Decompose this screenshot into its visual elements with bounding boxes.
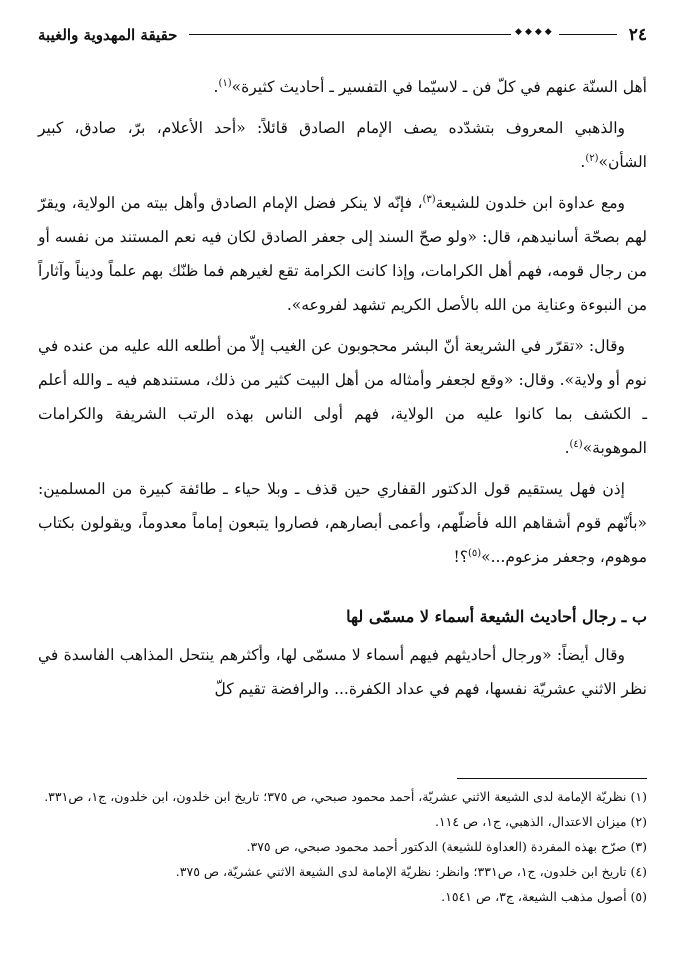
footnote-ref-3: (٣) — [422, 193, 436, 205]
footnote-5: (٥) أصول مذهب الشيعة، ج٣، ص ١٥٤١. — [441, 889, 647, 904]
page-number: ٢٤ — [628, 25, 647, 45]
footnote-ref-4: (٤) — [569, 438, 583, 450]
footnote-separator — [457, 778, 647, 779]
footnote-ref-5: (٥) — [467, 547, 482, 559]
footnote-1: (١) نظريّة الإمامة لدى الشيعة الاثني عشريّة، أحمد محمود صبحي، ص ٣٧٥؛ تاريخ ابن خلدون، ابن خلدون، ج١، ص٣٣١. — [44, 789, 647, 804]
paragraph-1: أهل السنّة عنهم في كلّ فن ـ لاسيّما في التفسير ـ أحاديث كثيرة»$^{(١)}$. — [213, 77, 647, 96]
main-text — [38, 70, 647, 713]
header-rule — [189, 28, 616, 42]
paragraph-6: وقال أيضاً: «ورجال أحاديثهم فيهم أسماء لا مسمّى لها، وأكثرهم ينتحل المذاهب الفاسدة في نظر الاثني عشريّة نفسها، فهم في عداد الكفرة... والرافضة تقيم كلّ — [38, 646, 647, 698]
footnote-ref-1: (١) — [218, 77, 232, 89]
paragraph-2: والذهبي المعروف بتشدّده يصف الإمام الصادق قائلاً: «أحد الأعلام، برّ، صادق، كبير الشأن»$^{(٢)}$. — [38, 119, 647, 171]
section-subheading: ب ـ رجال أحاديث الشيعة أسماء لا مسمّى لها — [346, 607, 647, 626]
page-header — [38, 22, 647, 48]
footnote-ref-2: (٢) — [585, 152, 599, 164]
paragraph-4: وقال: «تقرّر في الشريعة أنّ البشر محجوبون عن الغيب إلاّ من أطلعه الله عليه من عنده في نوم أو ولاية». وقال: «وقع لجعفر وأمثاله من أهل البيت كثير من ذلك، مستندهم فيه ـ والله أعلم ـ الكشف بما كانوا عليه من الولاية، فهم أولى الناس بهذه الرتب الشريفة والكرامات الموهوبة»$^{(٤)}$. — [38, 337, 647, 457]
paragraph-5: إذن فهل يستقيم قول الدكتور القفاري حين قذف ـ وبلا حياء ـ طائفة كبيرة من المسلمين: «بأنّهم قوم أشقاهم الله فأضلّهم، وأعمى أبصارهم، فصاروا يتبعون إماماً معدوماً، ويقولون بكتاب موهوم، وجعفر مزعوم...»$^{(٥)}$؟! — [38, 480, 647, 566]
paragraph-3: ومع عداوة ابن خلدون للشيعة$^{(٣)}$، فإنّه لا ينكر فضل الإمام الصادق وأهل بيته من الولاية، ويقرّ لهم بصحّة أسانيدهم، قال: «ولو صحّ السند إلى جعفر الصادق لكان فيه نعم المستند من نفسه أو من رجال قومه، فهم أهل الكرامات، وإذا كانت الكرامة تقع لغيرهم فما ظنّك بهم علماً وديناً وآثاراً من النبوءة وعناية من الله بالأصل الكريم تشهد لفروعه». — [38, 193, 647, 314]
footnotes — [38, 784, 647, 909]
footnote-2: (٢) ميزان الاعتدال، الذهبي، ج١، ص ١١٤. — [434, 814, 647, 829]
running-title: حقيقة المهدوية والغيبة — [38, 26, 178, 44]
footnote-4: (٤) تاريخ ابن خلدون، ج١، ص٣٣١؛ وانظر: نظريّة الإمامة لدى الشيعة الاثني عشريّة، ص ٣٧٥. — [175, 864, 647, 879]
diamond-ornament-icon: ◆◆◆◆ — [511, 27, 559, 37]
footnote-3: (٣) صرّح بهذه المفردة (العداوة للشيعة) الدكتور أحمد محمود صبحي، ص ٣٧٥. — [246, 839, 647, 854]
